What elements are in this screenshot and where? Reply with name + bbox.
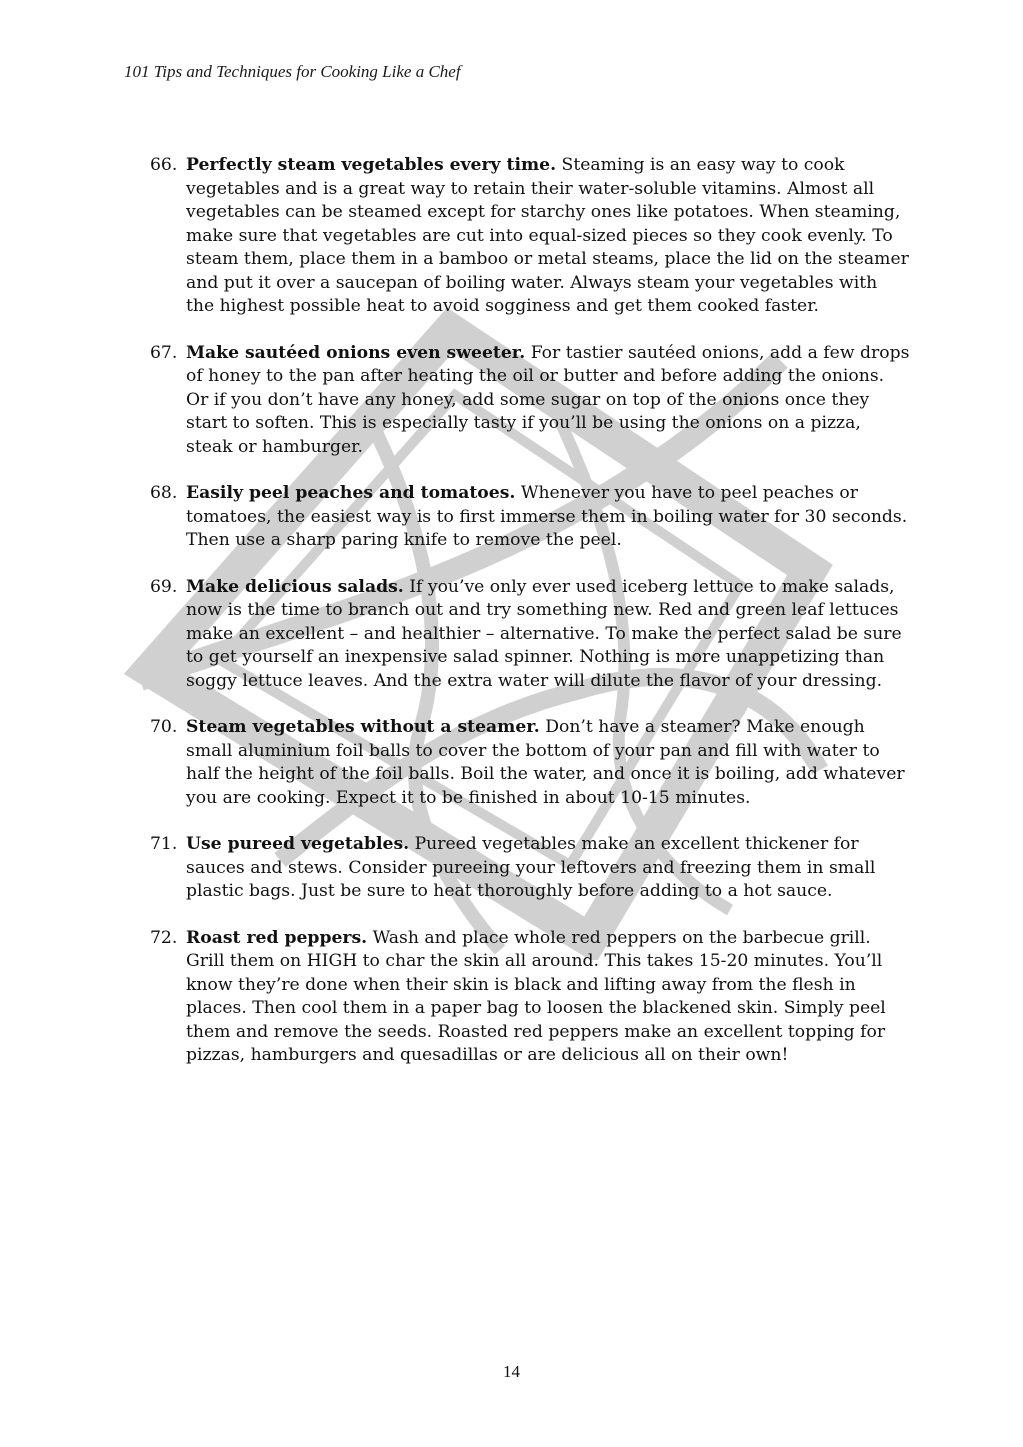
tip-item	[150, 342, 910, 460]
tip-item	[150, 927, 910, 1068]
tip-text: Whenever you have to peel peaches or tomatoes, the easiest way is to first immerse them in boiling water for 30 seconds. Then use a sharp paring knife to remove the peel.	[186, 483, 908, 550]
tip-item	[150, 576, 910, 694]
tip-number: 72.	[150, 927, 178, 948]
tip-body	[186, 342, 910, 460]
tip-number: 70.	[150, 717, 178, 737]
tips-list	[150, 154, 910, 1091]
tip-number: 71.	[150, 834, 178, 854]
tip-title: Make delicious salads.	[186, 576, 404, 597]
tip-body	[186, 154, 910, 319]
tip-title: Steam vegetables without a steamer.	[186, 717, 540, 737]
tip-text: If you’ve only ever used iceberg lettuce to make salads, now is the time to branch out and try something new. Red and green leaf lettuces make an excellent – and healthier – alternative. To make the perfect salad be sure to get yourself an inexpensive salad spinner. Nothing is more unappetizing than soggy lettuce leaves. And the extra water will dilute the flavor of your dressing.	[186, 576, 902, 691]
tip-text: Wash and place whole red peppers on the barbecue grill. Grill them on HIGH to char the skin all around. This takes 15-20 minutes. You’ll know they’re done when their skin is black and lifting away from the flesh in places. Then cool them in a paper bag to loosen the blackened skin. Simply peel them and remove the seeds. Roasted red peppers make an excellent topping for pizzas, hamburgers and quesadillas or are delicious all on their own!	[186, 927, 886, 1065]
tip-text: Pureed vegetables make an excellent thickener for sauces and stews. Consider pureeing your leftovers and freezing them in small plastic bags. Just be sure to heat thoroughly before adding to a hot sauce.	[186, 834, 876, 901]
tip-title: Make sautéed onions even sweeter.	[186, 342, 526, 363]
tip-number: 67.	[150, 342, 178, 363]
tip-body	[186, 833, 910, 904]
tip-text: Don’t have a steamer? Make enough small aluminium foil balls to cover the bottom of your pan and fill with water to half the height of the foil balls. Boil the water, and once it is boiling, add whatever you are cooking. Expect it to be finished in about 10-15 minutes.	[186, 717, 905, 808]
tip-body	[186, 482, 910, 553]
tip-text: For tastier sautéed onions, add a few drops of honey to the pan after heating the oil or butter and before adding the onions. Or if you don’t have any honey, add some sugar on top of the onions once they start to soften. This is especially tasty if you’ll be using the onions on a pizza, steak or hamburger.	[186, 342, 910, 457]
tip-title: Perfectly steam vegetables every time.	[186, 155, 557, 175]
tip-body	[186, 716, 910, 810]
tip-body	[186, 576, 910, 694]
tip-number: 69.	[150, 576, 178, 597]
tip-text: Steaming is an easy way to cook vegetables and is a great way to retain their water-soluble vitamins. Almost all vegetables can be steamed except for starchy ones like potatoes. When steaming, make sure that vegetables are cut into equal-sized pieces so they cook evenly. To steam them, place them in a bamboo or metal steams, place the lid on the steamer and put it over a saucepan of boiling water. Always steam your vegetables with the highest possible heat to avoid sogginess and get them cooked faster.	[186, 155, 909, 316]
tip-number: 66.	[150, 155, 178, 175]
running-header: 101 Tips and Techniques for Cooking Like a Chef	[124, 62, 461, 81]
tip-item	[150, 833, 910, 904]
tip-title: Easily peel peaches and tomatoes.	[186, 483, 516, 503]
tip-body	[186, 927, 910, 1068]
tip-item	[150, 482, 910, 553]
tip-title: Use pureed vegetables.	[186, 834, 410, 854]
page-number: 14	[503, 1362, 520, 1381]
tip-item	[150, 154, 910, 319]
tip-number: 68.	[150, 483, 178, 503]
tip-item	[150, 716, 910, 810]
tip-title: Roast red peppers.	[186, 927, 368, 948]
